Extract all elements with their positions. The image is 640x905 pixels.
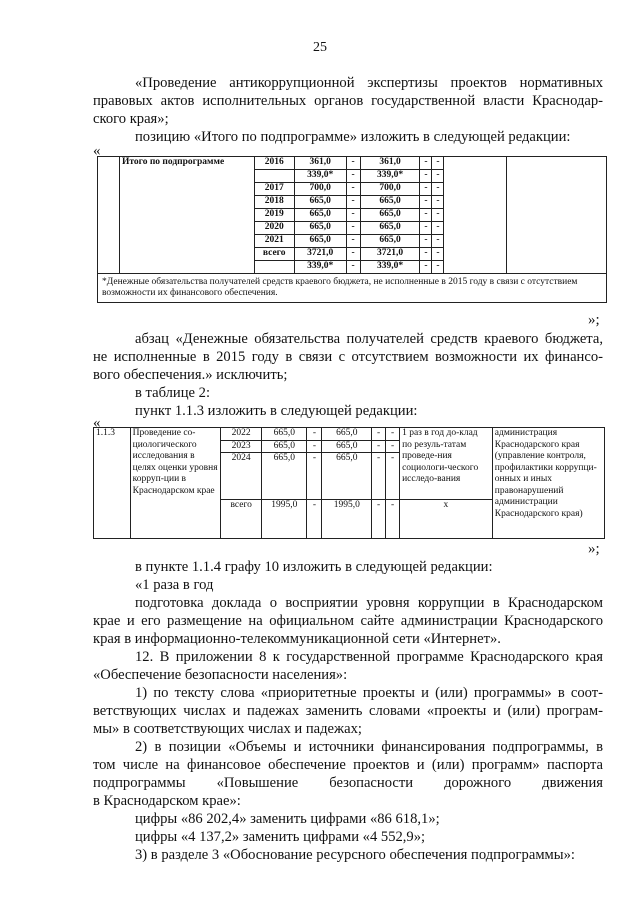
subprogram-total-table: Итого по подпрограмме 2016 361,0 - 361,0 - - 339,0* - 339,0* - - 2017 700,0 - 700,0 - - 2018 665,0 - 665,0 - - 2019 665,0 - 665,0 - - 2020 665,0 - 665,0 - - 2021 665,0 - 665,0 - - всего 3721,0 - 3721,0 - - 339,0* - 339,0* - - *Денежные обязательства получателей средств краевого бюджета, не исполненные в 2015 году в связи с отсутствием возможности их финансового обеспечения. xyxy=(97,156,607,303)
paragraph-line: подпрограммы «Повышение безопасности дорожного движения xyxy=(93,775,603,791)
value-cell: 665,0 xyxy=(262,440,307,453)
item-number: 1.1.3 xyxy=(94,428,131,539)
table-footnote: *Денежные обязательства получателей средств краевого бюджета, не исполненные в 2015 году в связи с отсутствием возможности их финансового обеспечения. xyxy=(98,274,607,303)
closing-quote: »; xyxy=(588,541,600,557)
value-cell: 339,0* xyxy=(360,170,420,183)
paragraph-line: в пункте 1.1.4 графу 10 изложить в следующей редакции: xyxy=(135,559,493,575)
closing-quote: »; xyxy=(588,312,600,328)
paragraph-line: абзац «Денежные обязательства получателей средств краевого бюджета, xyxy=(135,331,603,347)
value-cell: 3721,0 xyxy=(360,248,420,261)
paragraph-line: не исполненные в 2015 году в связи с отсутствием возможности их финансо- xyxy=(93,349,603,365)
paragraph-line: 12. В приложении 8 к государственной программе Краснодарского края xyxy=(135,649,603,665)
value-cell: 3721,0 xyxy=(294,248,346,261)
value-cell: 665,0 xyxy=(360,222,420,235)
opening-quote: « xyxy=(93,415,101,431)
executor-cell: администрация Краснодарского края (управление контроля, профилактики коррупци-онных и иных правонарушений администрации Краснодарского края) xyxy=(492,428,604,539)
value-cell: 700,0 xyxy=(360,183,420,196)
value-cell: 361,0 xyxy=(294,157,346,170)
value-cell: 339,0* xyxy=(360,261,420,274)
paragraph-line: ветствующих числах и падежах заменить словами «проекты и (или) програм- xyxy=(93,703,603,719)
value-cell: 665,0 xyxy=(360,209,420,222)
value-cell: 665,0 xyxy=(322,440,372,453)
paragraph-line: крае и его размещение на официальном сайте администрации Краснодарского xyxy=(93,613,603,629)
result-cell: 1 раз в год до-клад по резуль-татам проведе-ния социологи-ческого исследо-вания xyxy=(400,428,493,500)
value-cell: 665,0 xyxy=(360,196,420,209)
value-cell: 339,0* xyxy=(294,170,346,183)
table2-item-1-1-3: 1.1.3 Проведение со-циологического исследования в целях оценки уровня корруп-ции в Краснодарском крае 2022 665,0 - 665,0 - - 1 раз в год до-клад по резуль-татам проведе-ния социологи-ческого исследо-вания администрация Краснодарского края (управление контроля, профилактики коррупци-онных и иных правонарушений администрации Краснодарского края) 2023 665,0 - 665,0 - - 2024 665,0 - 665,0 - - всего 1995,0 - 1995,0 - - х xyxy=(93,427,605,539)
paragraph-line: ского края»; xyxy=(93,111,169,127)
paragraph-line: 2) в позиции «Объемы и источники финансирования подпрограммы, в xyxy=(135,739,603,755)
value-cell: 665,0 xyxy=(294,222,346,235)
paragraph-line: в таблице 2: xyxy=(135,385,211,401)
paragraph-line: края в информационно-телекоммуникационной сети «Интернет». xyxy=(93,631,501,647)
value-cell: 665,0 xyxy=(262,453,307,500)
value-cell: 700,0 xyxy=(294,183,346,196)
page-number: 25 xyxy=(313,40,327,55)
value-cell: 665,0 xyxy=(294,209,346,222)
x-cell: х xyxy=(400,500,493,539)
paragraph-line: том числе на финансовое обеспечение проектов и (или) программ» паспорта xyxy=(93,757,603,773)
opening-quote: « xyxy=(93,143,101,159)
paragraph-line: вого обеспечения.» исключить; xyxy=(93,367,288,383)
paragraph-line: «Проведение антикоррупционной экспертизы проектов нормативных xyxy=(135,75,603,91)
paragraph-line: «1 раза в год xyxy=(135,577,214,593)
total-label: Итого по подпрограмме xyxy=(119,157,254,274)
paragraph-line: пункт 1.1.3 изложить в следующей редакции: xyxy=(135,403,418,419)
value-cell: 665,0 xyxy=(322,428,372,441)
value-cell: 665,0 xyxy=(294,196,346,209)
paragraph-line: правовых актов исполнительных органов государственной власти Краснодар- xyxy=(93,93,603,109)
value-cell: 665,0 xyxy=(262,428,307,441)
paragraph-line: цифры «4 137,2» заменить цифрами «4 552,9»; xyxy=(135,829,426,845)
paragraph-line: позицию «Итого по подпрограмме» изложить в следующей редакции: xyxy=(135,129,571,145)
item-name: Проведение со-циологического исследования в целях оценки уровня корруп-ции в Краснодарском крае xyxy=(130,428,221,539)
value-cell: 665,0 xyxy=(294,235,346,248)
paragraph-line: в Краснодарском крае»: xyxy=(93,793,241,809)
paragraph-line: мы» в соответствующих числах и падежах; xyxy=(93,721,362,737)
paragraph-line: 1) по тексту слова «приоритетные проекты и (или) программы» в соот- xyxy=(135,685,603,701)
value-cell: 361,0 xyxy=(360,157,420,170)
paragraph-line: подготовка доклада о восприятии уровня коррупции в Краснодарском xyxy=(135,595,603,611)
value-cell: 339,0* xyxy=(294,261,346,274)
value-cell: 1995,0 xyxy=(322,500,372,539)
value-cell: 665,0 xyxy=(322,453,372,500)
paragraph-line: 3) в разделе 3 «Обоснование ресурсного обеспечения подпрограммы»: xyxy=(135,847,575,863)
value-cell: 665,0 xyxy=(360,235,420,248)
value-cell: 1995,0 xyxy=(262,500,307,539)
paragraph-line: цифры «86 202,4» заменить цифрами «86 618,1»; xyxy=(135,811,440,827)
paragraph-line: «Обеспечение безопасности населения»: xyxy=(93,667,348,683)
